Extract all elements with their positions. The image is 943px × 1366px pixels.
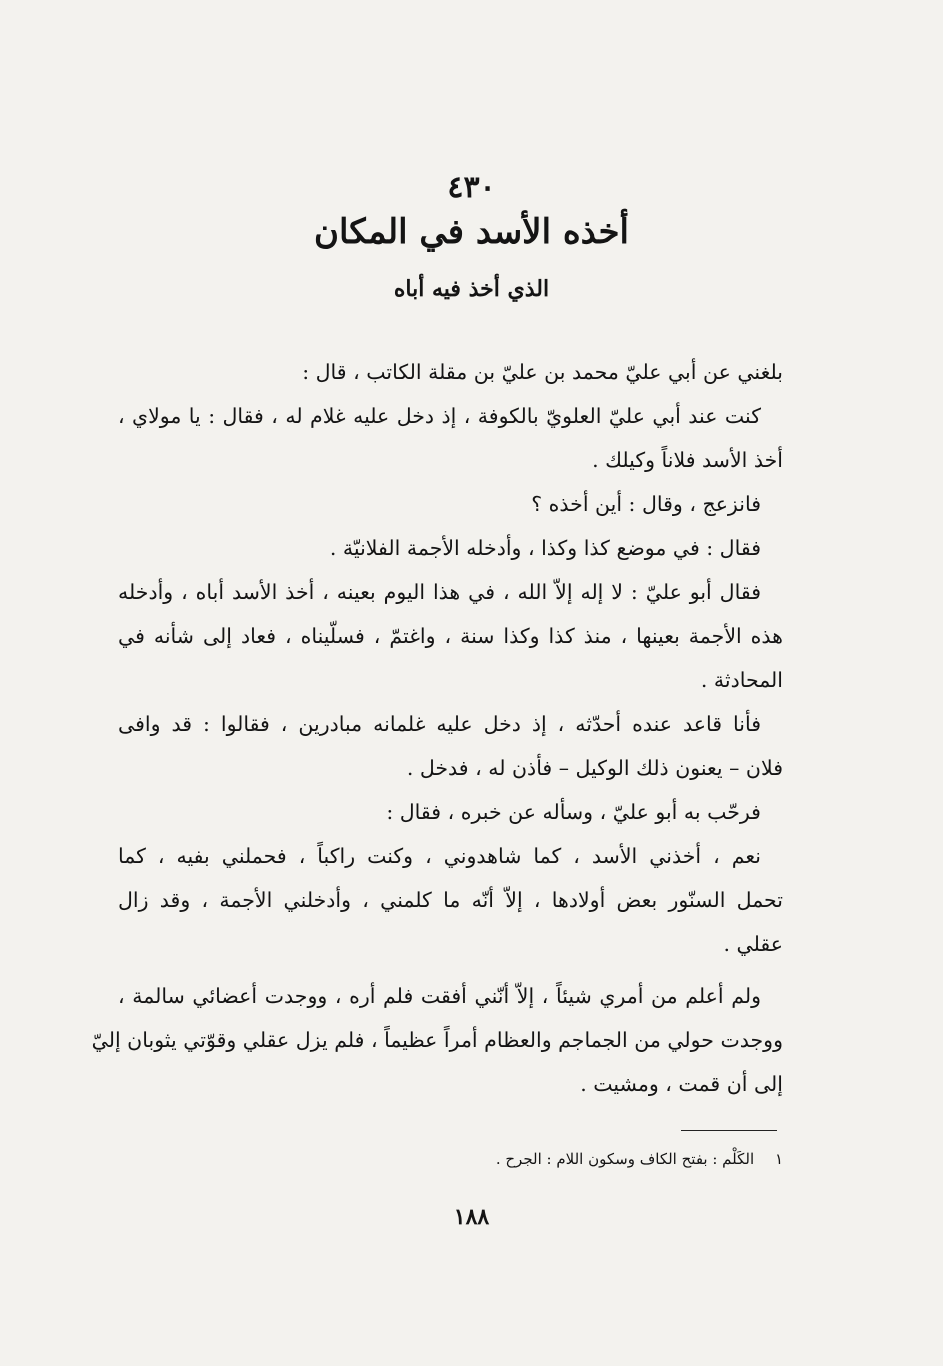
text-line: عقلي . bbox=[723, 932, 783, 956]
text-line: كنت عند أبي عليّ العلويّ بالكوفة ، إذ دخل عليه غلام له ، فقال : يا مولاي ، bbox=[118, 404, 761, 428]
story-title: أخذه الأسد في المكان bbox=[314, 212, 629, 252]
text-line: نعم ، أخذني الأسد ، كما شاهدوني ، وكنت راكباً ، فحملني بفيه ، كما bbox=[118, 844, 761, 868]
text-line: فرحّب به أبو عليّ ، وسأله عن خبره ، فقال : bbox=[386, 800, 761, 824]
text-line: المحادثة . bbox=[700, 668, 783, 692]
text-line: بلغني عن أبي عليّ محمد بن عليّ بن مقلة الكاتب ، قال : bbox=[302, 360, 783, 384]
text-line: فلان – يعنون ذلك الوكيل – فأذن له ، فدخل . bbox=[406, 756, 783, 780]
text-line: ووجدت حولي من الجماجم والعظام أمراً عظيماً ، فلم يزل عقلي وقوّتي يثوبان إليّ bbox=[91, 1028, 783, 1052]
footnote-number: ١ bbox=[774, 1150, 783, 1168]
text-line: أخذ الأسد فلاناً وكيلك . bbox=[592, 448, 783, 472]
page-number: ١٨٨ bbox=[453, 1204, 490, 1230]
story-number: ٤٣٠ bbox=[447, 170, 496, 205]
text-line: هذه الأجمة بعينها ، منذ كذا وكذا سنة ، واغتمّ ، فسلّيناه ، فعاد إلى شأنه في bbox=[118, 624, 783, 648]
text-line: ولم أعلم من أمري شيئاً ، إلاّ أنّني أفقت فلم أره ، ووجدت أعضائي سالمة ، bbox=[118, 984, 761, 1008]
text-line: تحمل السنّور بعض أولادها ، إلاّ أنّه ما كلمني ، وأدخلني الأجمة ، وقد زال bbox=[118, 888, 783, 912]
text-line: فانزعج ، وقال : أين أخذه ؟ bbox=[531, 492, 761, 516]
text-line: إلى أن قمت ، ومشيت . bbox=[580, 1072, 783, 1096]
text-line: فقال أبو عليّ : لا إله إلاّ الله ، في هذا اليوم بعينه ، أخذ الأسد أباه ، وأدخله bbox=[118, 580, 761, 604]
text-line: فأنا قاعد عنده أحدّثه ، إذ دخل عليه غلمانه مبادرين ، فقالوا : قد وافى bbox=[118, 712, 761, 736]
footnote-text: الكَلْم : بفتح الكاف وسكون اللام : الجرح . bbox=[495, 1150, 755, 1168]
story-subtitle: الذي أخذ فيه أباه bbox=[393, 276, 550, 302]
footnote bbox=[496, 1150, 783, 1168]
text-line: فقال : في موضع كذا وكذا ، وأدخله الأجمة الفلانيّة . bbox=[329, 536, 761, 560]
footnote-divider bbox=[681, 1130, 777, 1131]
